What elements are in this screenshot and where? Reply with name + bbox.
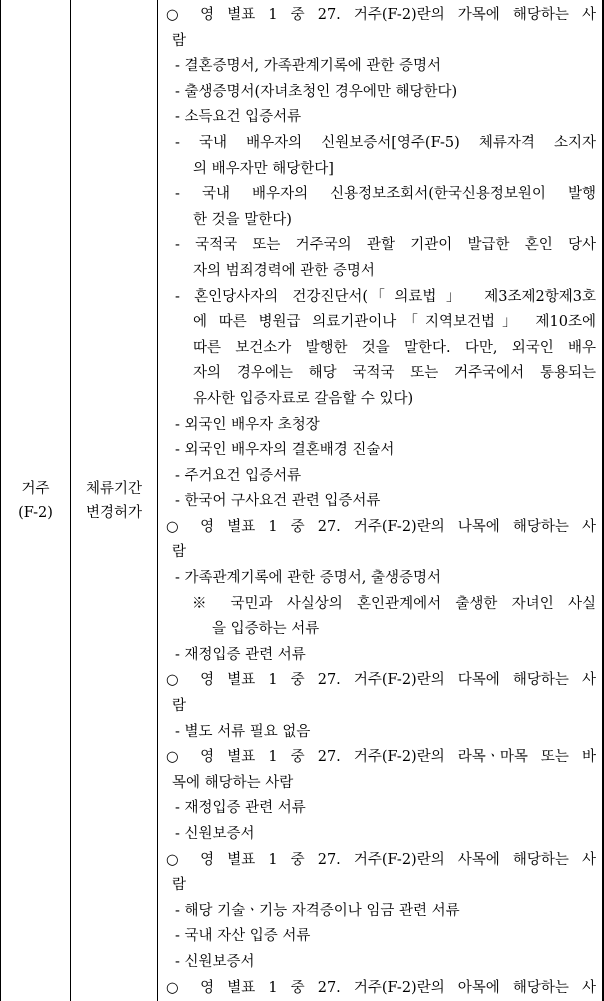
document-item-line	[158, 29, 602, 55]
document-item-line	[158, 387, 602, 413]
document-item-line	[158, 924, 602, 950]
task-name-line-1: 체류기간	[85, 480, 143, 497]
note-line	[158, 592, 602, 618]
line-text: 람	[172, 698, 187, 715]
document-item-line	[158, 566, 602, 592]
document-item-line	[158, 720, 602, 746]
line-text: - 국내 배우자의 신원보증서[영주(F-5) 체류자격 소지자	[175, 134, 596, 151]
line-text: 따른 보건소가 발행한 것을 말한다. 다만, 외국인 배우	[193, 339, 596, 356]
document-item-line	[158, 822, 602, 848]
line-text: 자의 범죄경력에 관한 증명서	[193, 262, 375, 279]
line-text: - 재정입증 관련 서류	[175, 646, 306, 663]
document-item-line	[158, 157, 602, 183]
section-heading-line	[158, 515, 602, 541]
visa-status-cell	[1, 0, 70, 1001]
line-text: - 국내 배우자의 신용정보조회서(한국신용정보원이 발행	[175, 186, 596, 203]
line-text: - 가족관계기록에 관한 증명서, 출생증명서	[175, 570, 442, 587]
document-item-line	[158, 259, 602, 285]
document-item-line	[158, 182, 602, 208]
document-item-line	[158, 413, 602, 439]
line-text: 의 배우자만 해당한다]	[193, 160, 334, 177]
line-text: - 신원보증서	[175, 953, 255, 970]
line-text: ○ 영 별표 1 중 27. 거주(F-2)란의 가목에 해당하는 사	[166, 7, 596, 23]
line-text: - 국내 자산 입증 서류	[175, 928, 311, 945]
section-heading-line	[158, 745, 602, 771]
section-heading-line	[158, 668, 602, 694]
document-item-line	[158, 899, 602, 925]
section-heading-line	[158, 976, 602, 1001]
line-text: - 한국어 구사요건 관련 입증서류	[175, 493, 381, 510]
document-item-line	[158, 489, 602, 515]
section-heading-line	[158, 848, 602, 874]
document-item-line	[158, 464, 602, 490]
line-text: - 신원보증서	[175, 826, 255, 842]
document-item-line	[158, 336, 602, 362]
line-text: 에 따른 병원급 의료기관이나「지역보건법」 제10조에	[193, 314, 596, 331]
document-item-line	[158, 361, 602, 387]
line-text: - 재정입증 관련 서류	[175, 800, 306, 817]
line-text: - 소득요건 입증서류	[175, 109, 302, 126]
document-item-line	[158, 796, 602, 822]
document-item-line	[158, 80, 602, 106]
document-item-line	[158, 643, 602, 669]
line-text: - 주거요건 입증서류	[175, 467, 302, 484]
document-item-line	[158, 233, 602, 259]
task-name-line-2: 변경허가	[85, 504, 143, 521]
line-text: 람	[172, 544, 187, 561]
document-item-line	[158, 540, 602, 566]
line-text: 유사한 입증자료로 갈음할 수 있다)	[193, 390, 414, 407]
document-item-line	[158, 105, 602, 131]
line-text: 자의 경우에는 해당 국적국 또는 거주국에서 통용되는	[193, 365, 596, 382]
document-item-line	[158, 54, 602, 80]
document-item-line	[158, 694, 602, 720]
line-text: 을 입증하는 서류	[212, 621, 320, 638]
line-text: 한 것을 말한다)	[193, 211, 292, 228]
line-text: - 해당 기술ㆍ기능 자격증이나 임금 관련 서류	[175, 902, 460, 919]
document-item-line	[158, 131, 602, 157]
line-text: - 출생증명서(자녀초청인 경우에만 해당한다)	[175, 83, 458, 100]
line-text: - 외국인 배우자의 결혼배경 진술서	[175, 442, 395, 459]
line-text: - 외국인 배우자 초청장	[175, 416, 320, 433]
line-text: 람	[172, 32, 187, 49]
task-cell	[71, 0, 157, 1001]
note-line	[158, 617, 602, 643]
line-text: - 국적국 또는 거주국의 관할 기관이 발급한 혼인 당사	[175, 237, 596, 254]
visa-status-name: 거주	[21, 480, 50, 497]
line-text: - 결혼증명서, 가족관계기록에 관한 증명서	[175, 58, 442, 75]
document-item-line	[158, 950, 602, 976]
line-text: 목에 해당하는 사람	[172, 774, 294, 791]
section-heading-line	[158, 3, 602, 29]
line-text: - 별도 서류 필요 없음	[175, 723, 311, 740]
line-text: ○ 영 별표 1 중 27. 거주(F-2)란의 아목에 해당하는 사	[166, 979, 596, 996]
line-text: 람	[172, 877, 187, 894]
document-item-line	[158, 285, 602, 311]
visa-status-code: (F-2)	[18, 504, 53, 521]
line-text: - 혼인당사자의 건강진단서(「의료법」 제3조제2항제3호	[175, 288, 596, 305]
document-item-line	[158, 873, 602, 899]
document-item-line	[158, 208, 602, 234]
required-documents-cell	[158, 3, 602, 1001]
line-text: ※ 국민과 사실상의 혼인관계에서 출생한 자녀인 사실	[192, 595, 596, 612]
document-item-line	[158, 310, 602, 336]
line-text: ○ 영 별표 1 중 27. 거주(F-2)란의 나목에 해당하는 사	[166, 518, 596, 535]
line-text: ○ 영 별표 1 중 27. 거주(F-2)란의 다목에 해당하는 사	[166, 672, 596, 689]
document-item-line	[158, 438, 602, 464]
line-text: ○ 영 별표 1 중 27. 거주(F-2)란의 라목ㆍ마목 또는 바	[166, 749, 596, 766]
document-item-line	[158, 771, 602, 797]
line-text: ○ 영 별표 1 중 27. 거주(F-2)란의 사목에 해당하는 사	[166, 851, 596, 868]
